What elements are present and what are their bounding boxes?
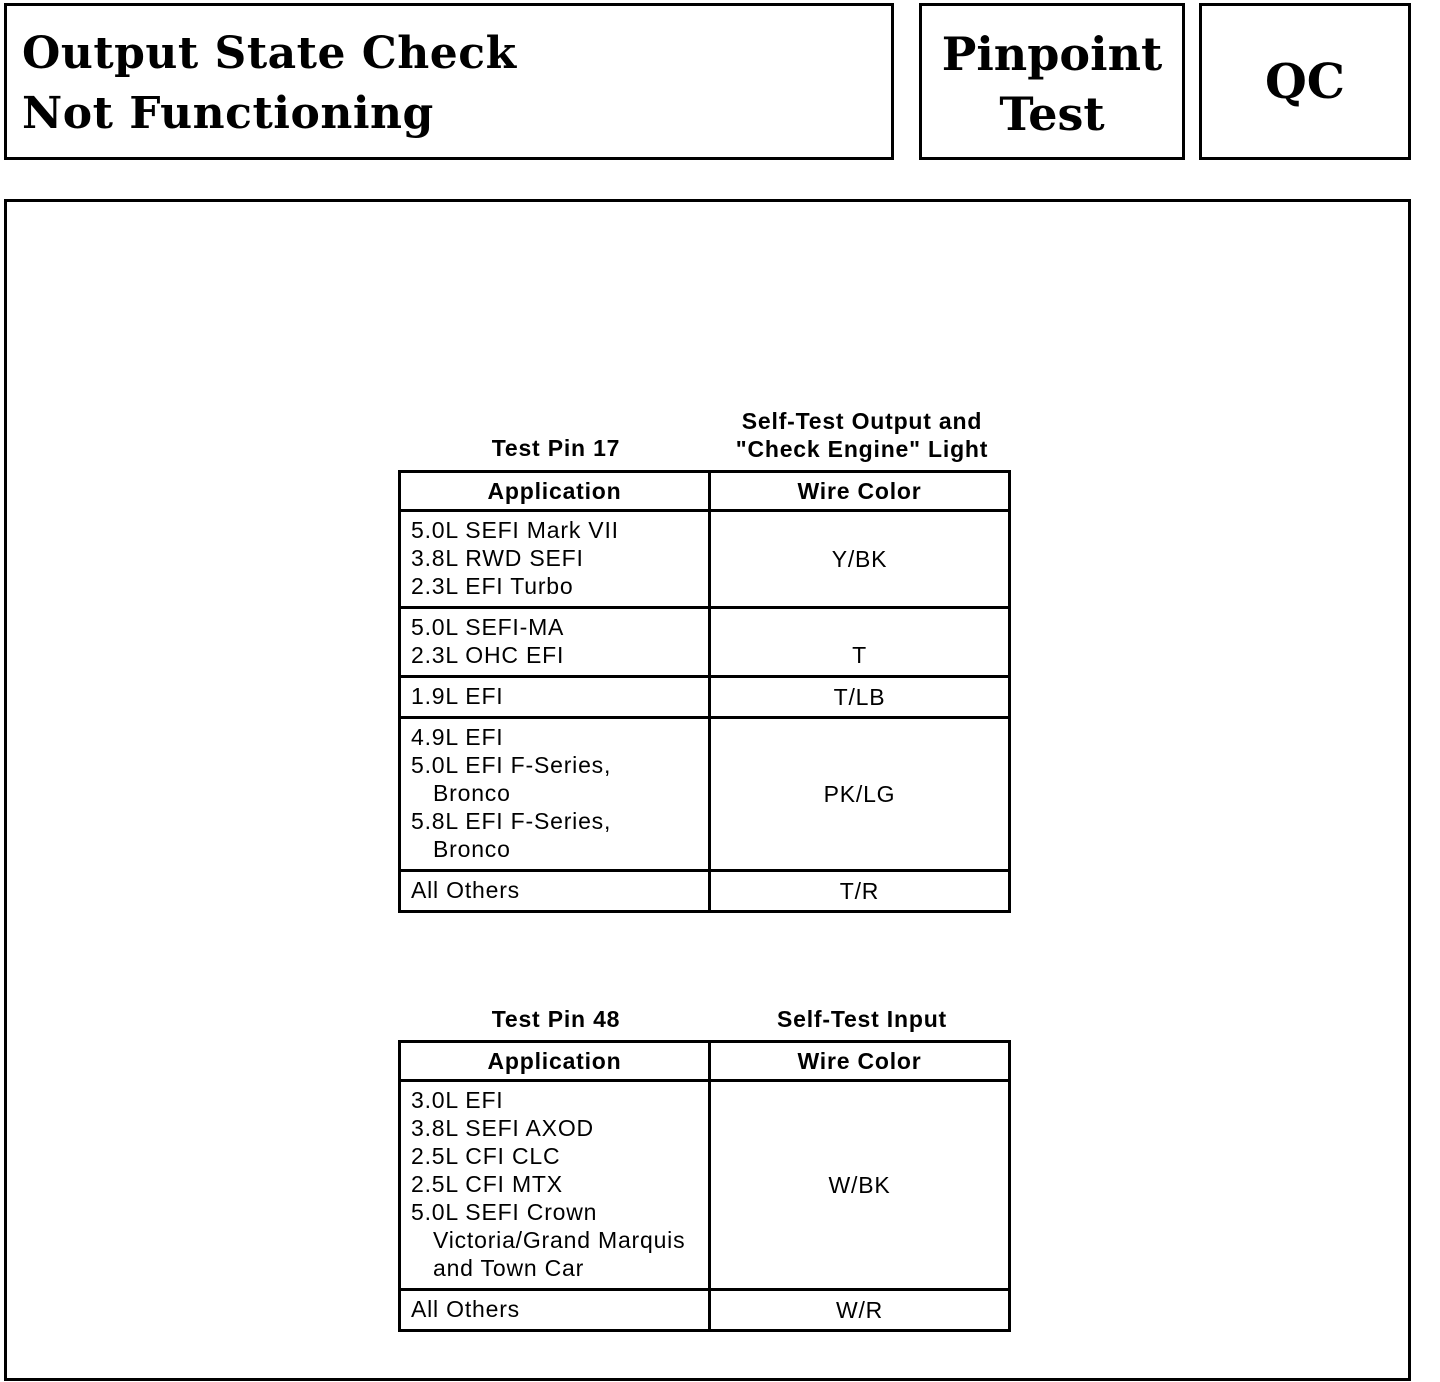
application-header: Application xyxy=(400,472,710,511)
title-box xyxy=(4,3,894,160)
table-header-row xyxy=(400,472,1010,511)
application-cell: 1.9L EFI xyxy=(400,677,710,718)
wire-color-cell: PK/LG xyxy=(710,718,1010,871)
test-type-line-1: Pinpoint xyxy=(941,27,1163,81)
application-cell: 5.0L SEFI-MA 2.3L OHC EFI xyxy=(400,608,710,677)
wire-color-cell: Y/BK xyxy=(710,511,1010,608)
pin17-wire-table xyxy=(398,470,1011,913)
table-row xyxy=(400,677,1010,718)
application-cell: 3.0L EFI 3.8L SEFI AXOD 2.5L CFI CLC 2.5L CFI MTX 5.0L SEFI Crown Victoria/Grand Marquis and Town Car xyxy=(400,1081,710,1290)
test-code-box xyxy=(1199,3,1411,160)
table-row xyxy=(400,718,1010,871)
application-cell: 5.0L SEFI Mark VII 3.8L RWD SEFI 2.3L EFI Turbo xyxy=(400,511,710,608)
test-type-box xyxy=(919,3,1185,160)
table-row xyxy=(400,608,1010,677)
wire-color-header: Wire Color xyxy=(710,472,1010,511)
table2-function-label: Self-Test Input xyxy=(776,1006,947,1032)
table-row xyxy=(400,1290,1010,1331)
title-line-1: Output State Check xyxy=(22,28,517,79)
table1-pin-label: Test Pin 17 xyxy=(491,435,621,461)
wire-color-cell: T/LB xyxy=(710,677,1010,718)
wire-color-cell: W/R xyxy=(710,1290,1010,1331)
wire-color-cell: W/BK xyxy=(710,1081,1010,1290)
application-header: Application xyxy=(400,1042,710,1081)
application-cell: All Others xyxy=(400,871,710,912)
test-code: QC xyxy=(1264,53,1345,110)
wire-color-cell: T xyxy=(710,608,1010,677)
table-row xyxy=(400,871,1010,912)
pin48-wire-table xyxy=(398,1040,1011,1332)
title-line-2: Not Functioning xyxy=(22,88,434,139)
table-header-row xyxy=(400,1042,1010,1081)
wire-color-cell: T/R xyxy=(710,871,1010,912)
table2-pin-label: Test Pin 48 xyxy=(491,1006,621,1032)
table-row xyxy=(400,511,1010,608)
application-cell: 4.9L EFI 5.0L EFI F-Series, Bronco 5.8L EFI F-Series, Bronco xyxy=(400,718,710,871)
table1-function-label: Self-Test Output and "Check Engine" Light xyxy=(735,408,989,462)
table-row xyxy=(400,1081,1010,1290)
wire-color-header: Wire Color xyxy=(710,1042,1010,1081)
test-type-line-2: Test xyxy=(999,87,1105,141)
application-cell: All Others xyxy=(400,1290,710,1331)
